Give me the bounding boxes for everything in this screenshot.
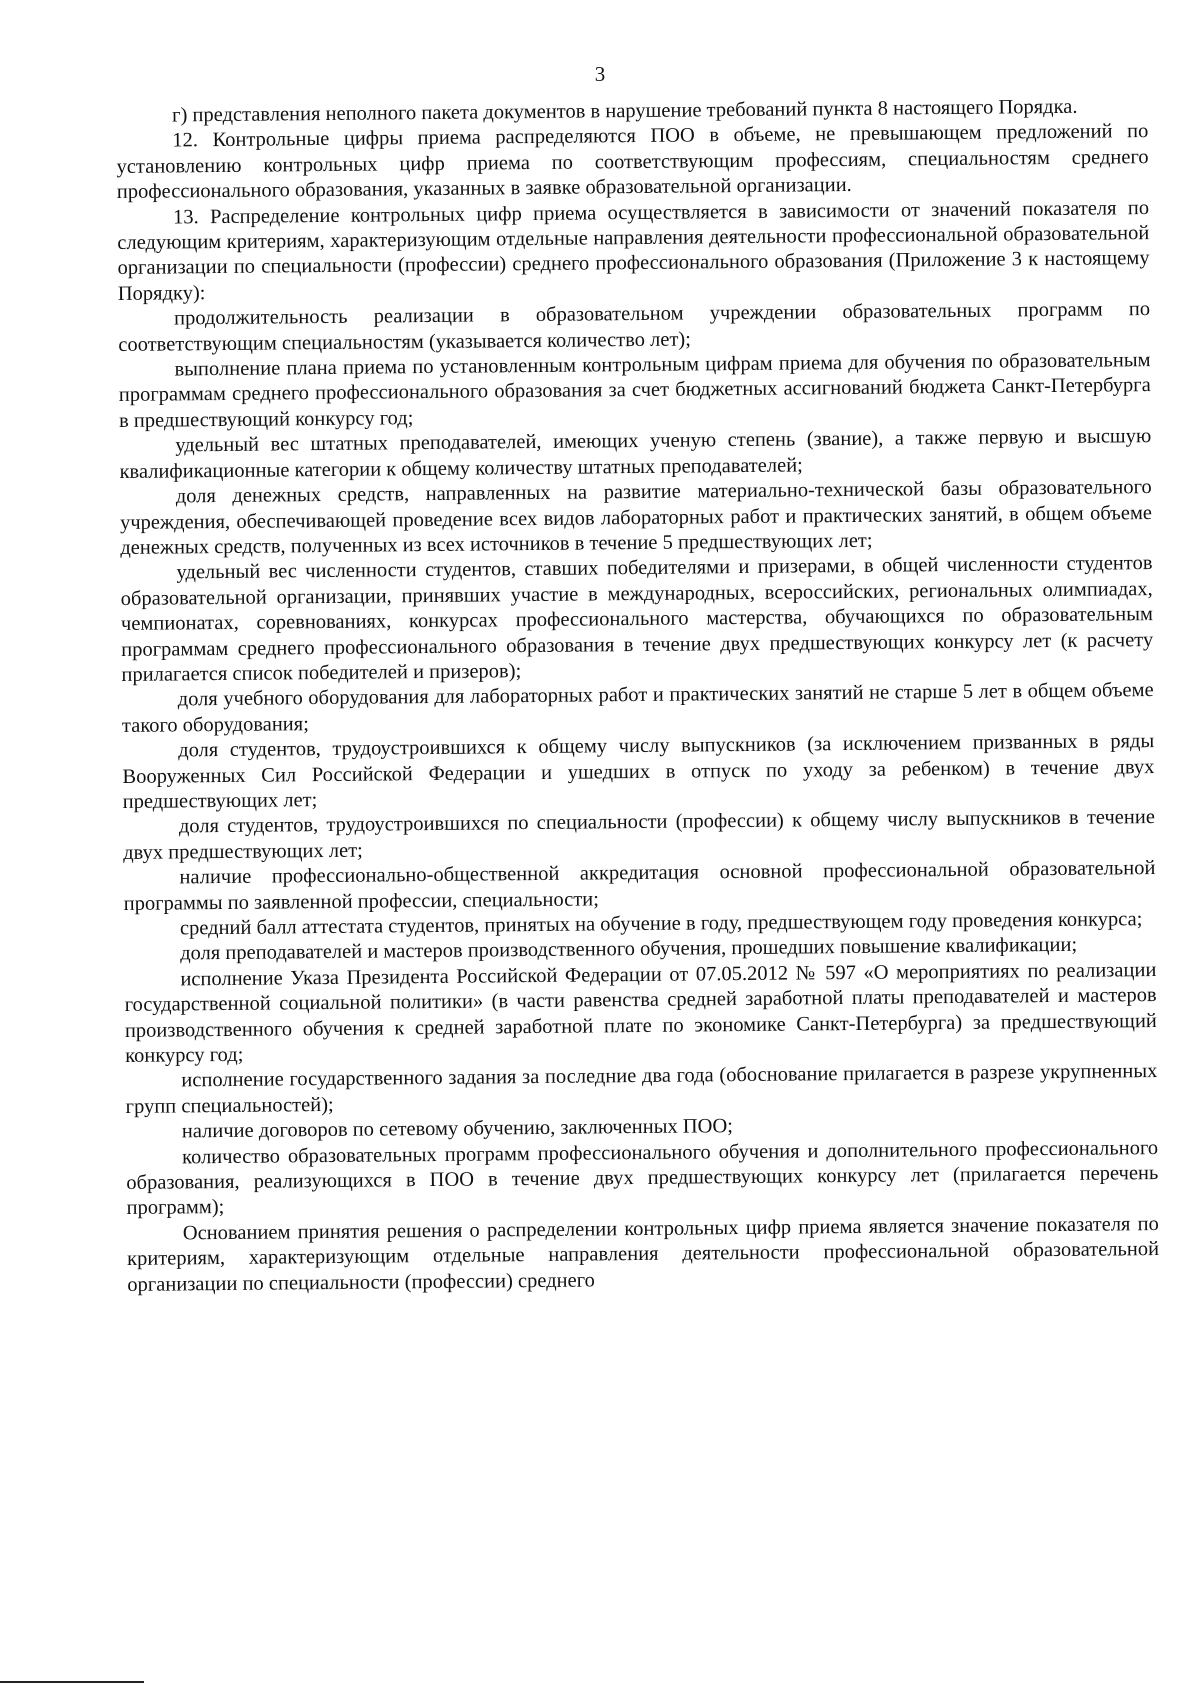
- paragraph: выполнение плана приема по установленным контрольным цифрам приема для обучения по образовательным программам среднего профессионального образования за счет бюджетных ассигнований бюджета Санкт-Петербурга в предшествующий конкурсу год;: [118, 349, 1151, 432]
- paragraph: удельный вес численности студентов, ставших победителями и призерами, в общей численности студентов образовательной организации, принявших участие в международных, всероссийских, региональных олимпиадах, чемпионатах, соревнованиях, конкурсах профессионального мастерства, обучающихся по образовательным программам среднего профессионального образования в течение двух предшествующих конкурсу лет (к расчету прилагается список победителей и призеров);: [120, 552, 1154, 686]
- paragraph: доля денежных средств, направленных на развитие материально-технической базы образовательного учреждения, обеспечивающей проведение всех видов лабораторных работ и практических занятий, в общем объеме денежных средств, полученных из всех источников в течение 5 предшествующих лет;: [119, 476, 1153, 559]
- document-body: [116, 94, 1159, 1298]
- paragraph: средний балл аттестата студентов, принятых на обучение в году, предшествующем году проведения конкурса;: [179, 908, 1143, 940]
- paragraph: продолжительность реализации в образовательном учреждении образовательных программ по соответствующим специальностям (указывается количество лет);: [118, 298, 1151, 356]
- paragraph: Основанием принятия решения о распределении контрольных цифр приема является значение показателя по критериям, характеризующим отдельные направления деятельности профессиональной образовательной организации по специальности (профессии) среднего: [126, 1212, 1160, 1296]
- page-number: 3: [594, 62, 606, 86]
- paragraph: исполнение государственного задания за последние два года (обоснование прилагается в разрезе укрупненных групп специальностей);: [125, 1060, 1158, 1118]
- paragraph: наличие профессионально-общественной аккредитация основной профессиональной образовательной программы по заявленной профессии, специальности;: [123, 857, 1156, 915]
- paragraph: доля преподавателей и мастеров производственного обучения, прошедших повышение квалификации;: [180, 934, 1078, 965]
- paragraph: исполнение Указа Президента Российской Федерации от 07.05.2012 № 597 «О мероприятиях по реализации государственной социальной политики» (в части равенства средней заработной платы преподавателей и мастеров производственного обучения к средней заработной плате по экономике Санкт-Петербурга) за предшествующий конкурсу год;: [124, 958, 1157, 1067]
- paragraph: удельный вес штатных преподавателей, имеющих ученую степень (звание), а также первую и высшую квалификационные категории к общему количеству штатных преподавателей;: [119, 425, 1152, 483]
- paragraph: доля студентов, трудоустроившихся к общему числу выпускников (за исключением призванных в ряды Вооруженных Сил Российской Федерации и ушедших в отпуск по уходу за ребенком) в течение двух предшествующих лет;: [122, 730, 1155, 813]
- paragraph: г) представления неполного пакета документов в нарушение требований пункта 8 настоящего Порядка.: [172, 95, 1078, 127]
- paragraph: количество образовательных программ профессионального обучения и дополнительного профессионального образования, реализующихся в ПОО в течение двух предшествующих конкурсу лет (прилагается перечень программ);: [126, 1136, 1159, 1220]
- footnote-divider: [0, 1681, 144, 1683]
- paragraph: 13. Распределение контрольных цифр приема осуществляется в зависимости от значений показателя по следующим критериям, характеризующим отдельные направления деятельности профессиональной образовательной организации по специальности (профессии) среднего профессионального образования (Приложение 3 к настоящему Порядку):: [117, 196, 1150, 305]
- paragraph: наличие договоров по сетевому обучению, заключенных ПОО;: [181, 1115, 734, 1143]
- paragraph: 12. Контрольные цифры приема распределяются ПОО в объеме, не превышающем предложений по установлению контрольных цифр приема по соответствующим профессиям, специальностям среднего профессионального образования, указанных в заявке образовательной организации.: [116, 120, 1149, 204]
- paragraph: доля учебного оборудования для лабораторных работ и практических занятий не старше 5 лет в общем объеме такого оборудования;: [121, 679, 1154, 737]
- paragraph: доля студентов, трудоустроившихся по специальности (профессии) к общему числу выпускников в течение двух предшествующих лет;: [123, 806, 1156, 864]
